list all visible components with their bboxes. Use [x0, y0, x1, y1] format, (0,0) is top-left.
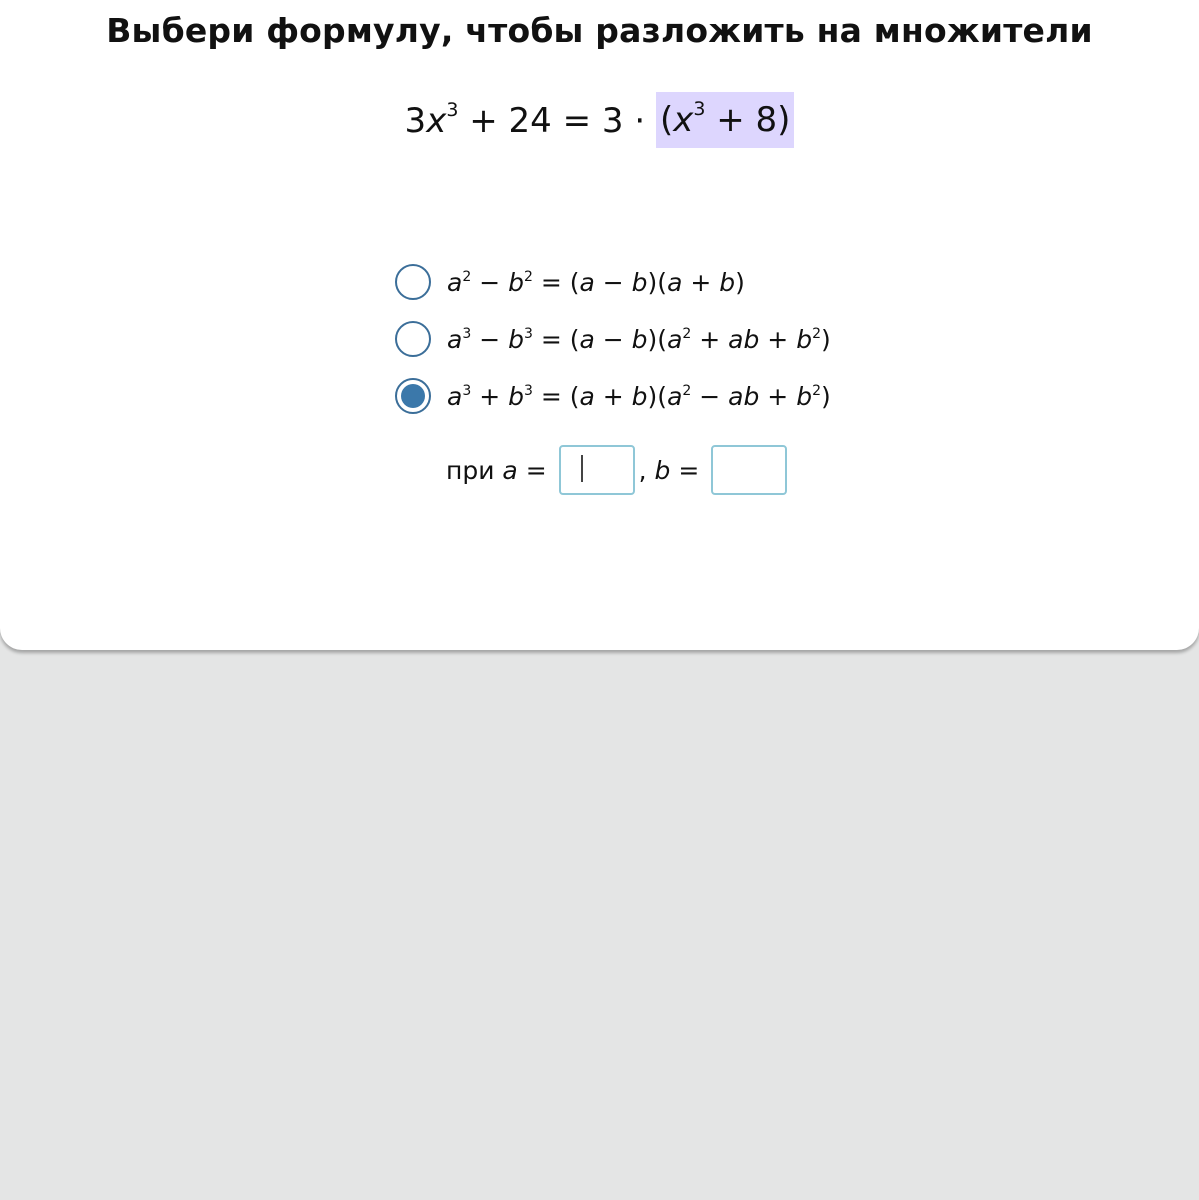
var-b: b — [631, 267, 648, 297]
var-a: a — [447, 381, 463, 411]
op: = ( — [532, 324, 580, 354]
exp: 2 — [682, 382, 692, 399]
option-formula — [447, 382, 831, 411]
op: + — [759, 324, 797, 354]
option-sum-of-cubes[interactable] — [395, 376, 831, 416]
op: − — [594, 324, 632, 354]
var-a: a — [667, 324, 683, 354]
var-b: b — [631, 324, 648, 354]
eq-lhs-coef: 3 — [404, 101, 427, 141]
exp: 3 — [523, 325, 533, 342]
eq-hl-var: x — [673, 100, 694, 140]
var-b: b — [508, 324, 524, 354]
eq-lhs-var: x — [426, 101, 447, 141]
var-b: b — [719, 267, 736, 297]
op: + — [594, 381, 632, 411]
var-b: b — [508, 381, 524, 411]
exp: 3 — [523, 382, 533, 399]
option-formula — [447, 268, 745, 297]
var-b: b — [796, 381, 813, 411]
a-value-input[interactable] — [559, 445, 635, 495]
param-a-label: a — [502, 455, 518, 485]
exp: 2 — [682, 325, 692, 342]
exp: 2 — [462, 268, 472, 285]
formula-options — [395, 262, 831, 433]
params-eq: = — [670, 455, 708, 485]
var-ab: ab — [728, 381, 760, 411]
text-cursor — [581, 455, 583, 482]
exp: 3 — [462, 325, 472, 342]
var-b: b — [631, 381, 648, 411]
eq-lhs-rest: + 24 = 3 · — [458, 101, 656, 141]
exp: 2 — [523, 268, 533, 285]
eq-highlighted-factor — [656, 92, 795, 148]
var-a: a — [579, 324, 595, 354]
option-formula — [447, 325, 831, 354]
var-a: a — [667, 267, 683, 297]
exp: 2 — [812, 325, 821, 342]
var-b: b — [508, 267, 524, 297]
op: − — [691, 381, 729, 411]
eq-hl-exp: 3 — [693, 98, 706, 120]
params-prefix: при — [446, 455, 503, 485]
op: )( — [647, 267, 668, 297]
var-a: a — [667, 381, 683, 411]
op: ) — [821, 324, 831, 354]
op: = ( — [532, 381, 580, 411]
op: − — [471, 267, 509, 297]
eq-hl-rest: + 8 — [705, 100, 778, 140]
radio-button[interactable] — [395, 264, 431, 300]
op: − — [594, 267, 632, 297]
op: + — [691, 324, 729, 354]
op: ) — [821, 381, 831, 411]
radio-button[interactable] — [395, 378, 431, 414]
radio-dot — [401, 384, 425, 408]
op: + — [471, 381, 509, 411]
given-equation — [0, 92, 1199, 150]
op: ) — [735, 267, 745, 297]
var-a: a — [447, 267, 463, 297]
op: + — [682, 267, 720, 297]
var-ab: ab — [728, 324, 760, 354]
op: − — [471, 324, 509, 354]
eq-lhs-exp: 3 — [446, 99, 459, 121]
eq-open-paren: ( — [659, 100, 674, 140]
eq-close-paren: ) — [777, 100, 791, 140]
op: )( — [647, 381, 668, 411]
var-b: b — [796, 324, 813, 354]
op: = ( — [532, 267, 580, 297]
option-difference-of-cubes[interactable] — [395, 319, 831, 359]
var-a: a — [579, 381, 595, 411]
b-value-input[interactable] — [711, 445, 787, 495]
params-eq: = — [517, 455, 555, 485]
var-a: a — [447, 324, 463, 354]
param-b-label: b — [654, 455, 671, 485]
task-title: Выбери формулу, чтобы разложить на множители — [106, 11, 1093, 50]
exp: 2 — [812, 382, 821, 399]
exp: 3 — [462, 382, 472, 399]
op: )( — [647, 324, 668, 354]
option-difference-of-squares[interactable] — [395, 262, 831, 302]
params-sep: , — [638, 455, 655, 485]
var-a: a — [579, 267, 595, 297]
parameter-inputs — [446, 445, 791, 495]
radio-button[interactable] — [395, 321, 431, 357]
op: + — [759, 381, 797, 411]
